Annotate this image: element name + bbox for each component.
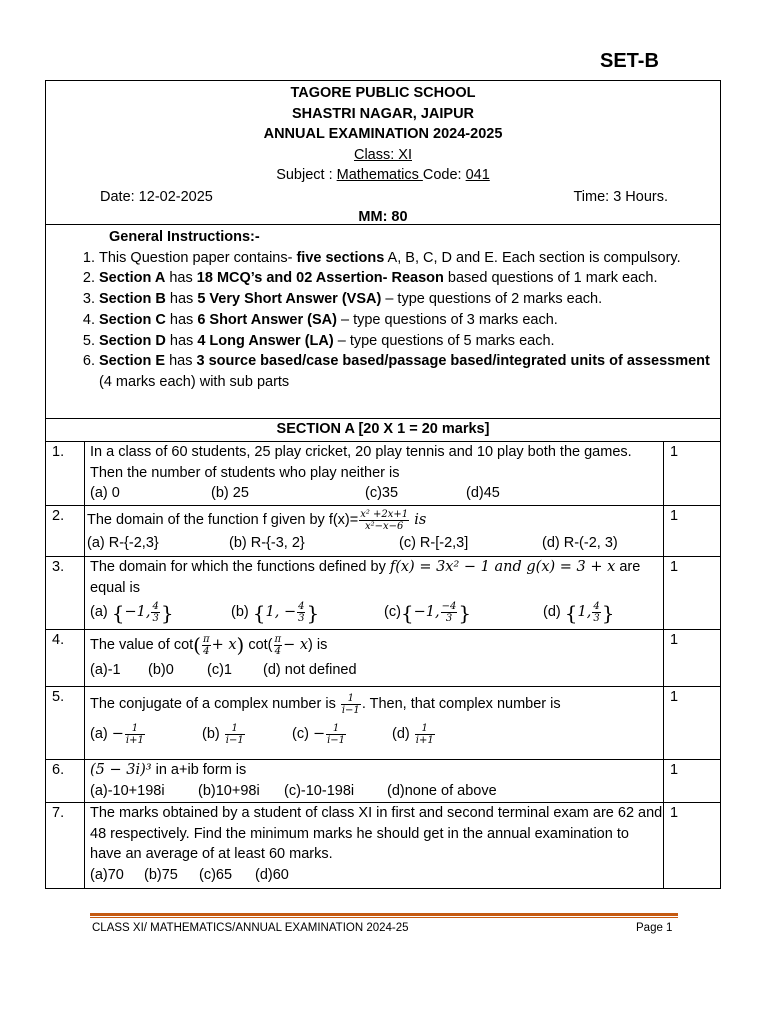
question-row (46, 760, 720, 803)
option-b: (b)10+98i (198, 782, 260, 799)
question-text-line: The conjugate of a complex number is $\frac{1}{i-1}$ . Then, that complex number is (90, 692, 561, 716)
question-number: 2. (46, 506, 85, 556)
option-d: (d) not defined (263, 662, 357, 679)
option-d: (d) R-(-2, 3) (542, 535, 618, 551)
question-tail: are equal is (90, 559, 641, 596)
option-b: (b) $\frac{1}{i-1}$ (202, 722, 244, 746)
option-a: (a)70 (90, 867, 124, 884)
subject-code: 041 (465, 167, 490, 183)
school-address: SHASTRI NAGAR, JAIPUR (291, 105, 475, 122)
fraction: $\frac{\text{x² +2x+1}}{\text{x²−x−6}}$ (360, 508, 409, 532)
instructions-title: General Instructions:- (109, 229, 260, 245)
subject-name: Mathematics (336, 167, 423, 183)
question-text-block (85, 557, 664, 629)
question-text: The domain of the function f given by f(x)= (87, 512, 359, 528)
question-row (46, 803, 720, 888)
instruction-item: 1. This Question paper contains- five sections A, B, C, D and E. Each section is compulsory. (99, 248, 720, 269)
option-a: (a)-1 (90, 662, 121, 679)
question-paper (45, 80, 721, 889)
option-d: (d)60 (255, 867, 289, 884)
instruction-item: 4. Section C has 6 Short Answer (SA) – type questions of 3 marks each. (99, 310, 720, 331)
question-marks: 1 (670, 508, 679, 524)
question-row (46, 687, 720, 760)
question-tail: is (414, 512, 427, 528)
instruction-item: 6. Section E has 3 source based/case based/passage based/integrated units of assessment (4 marks each) with sub parts (99, 351, 720, 392)
option-b: (b)75 (144, 867, 178, 884)
options (90, 483, 663, 504)
question-row (46, 442, 720, 506)
question-text-line (90, 760, 663, 781)
question-marks: 1 (670, 762, 679, 778)
question-marks: 1 (670, 689, 679, 705)
option-c: (c) − $\frac{1}{i-1}$ (292, 722, 346, 746)
options (90, 598, 663, 626)
instruction-item: 2. Section A has 18 MCQ’s and 02 Assertion- Reason based questions of 1 mark each. (99, 268, 720, 289)
option-d: (d)45 (466, 485, 500, 502)
options (90, 660, 663, 680)
question-marks: 1 (670, 444, 679, 460)
footer-rule-thin (90, 917, 678, 918)
instruction-item: 3. Section B has 5 Very Short Answer (VSA) – type questions of 2 marks each. (99, 289, 720, 310)
option-d: (d) {1, $\frac{4}{3}$ } (543, 600, 615, 625)
exam-title: ANNUAL EXAMINATION 2024-2025 (263, 126, 503, 142)
options (90, 719, 663, 749)
question-number: 6. (46, 760, 85, 802)
question-text-block (85, 506, 664, 556)
option-c: (c)35 (365, 485, 399, 502)
question-text-line (87, 506, 663, 534)
question-number: 3. (46, 557, 85, 629)
question-text: in a+ib form is (151, 762, 247, 778)
question-text-block (85, 687, 664, 759)
footer-text: CLASS XI/ MATHEMATICS/ANNUAL EXAMINATION 2024-25 (92, 922, 409, 934)
section-a-heading: SECTION A [20 X 1 = 20 marks] (46, 419, 720, 442)
option-a: (a) − $\frac{1}{i+1}$ (90, 722, 144, 746)
question-text: In a class of 60 students, 25 play cricket, 20 play tennis and 10 play both the games. Then the number of students who play neither is (90, 444, 632, 481)
question-math: f(x) = 3x² − 1 and g(x) = 3 + x (389, 559, 616, 575)
question-marks: 1 (670, 632, 679, 648)
question-text: The conjugate of a complex number is (90, 696, 336, 712)
question-row (46, 630, 720, 687)
question-text-block (85, 803, 664, 888)
question-text: The domain for which the functions defined by (90, 559, 386, 575)
option-c: (c)-10-198i (284, 782, 355, 799)
options (90, 781, 663, 802)
option-a: (a) {−1, $\frac{4}{3}$ } (90, 600, 174, 625)
question-text-block (85, 630, 664, 686)
code-prefix: Code: (422, 167, 466, 183)
option-c: (c){−1, $\frac{-4}{3}$ } (384, 600, 472, 625)
question-row (46, 506, 720, 557)
options (90, 865, 663, 886)
question-number: 4. (46, 630, 85, 686)
question-number: 5. (46, 687, 85, 759)
option-d: (d) $\frac{1}{i+1}$ (392, 722, 434, 746)
school-name: TAGORE PUBLIC SCHOOL (290, 85, 476, 101)
class-label: Class: XI (353, 146, 412, 163)
option-b: (b) {1, − $\frac{4}{3}$ } (231, 600, 320, 625)
question-marks: 1 (670, 805, 679, 821)
question-number: 1. (46, 442, 85, 505)
question-text-line (90, 557, 663, 598)
subject-line (46, 165, 720, 186)
option-b: (b) R-{-3, 2} (229, 535, 305, 551)
question-number: 7. (46, 803, 85, 888)
set-label: SET-B (600, 50, 659, 72)
option-b: (b)0 (148, 662, 174, 679)
option-a: (a) 0 (90, 485, 120, 502)
exam-time: Time: 3 Hours. (573, 189, 668, 205)
question-text-block (85, 442, 664, 505)
question-text-block (85, 760, 664, 802)
option-c: (c) R-[-2,3] (399, 535, 469, 551)
option-a: (a) R-{-2,3} (87, 535, 159, 551)
question-text: The marks obtained by a student of class XI in first and second terminal exam are 62 and 48 respectively. Find the minimum marks he should get in the annual examination to have an average of at least 60 marks. (90, 805, 663, 863)
paper-header (46, 81, 720, 225)
option-b: (b) 25 (211, 485, 249, 502)
instructions-list (46, 248, 720, 393)
option-d: (d)none of above (387, 782, 497, 799)
question-marks: 1 (670, 559, 679, 575)
max-marks: MM: 80 (358, 209, 408, 225)
footer-rule (90, 913, 678, 916)
page-number: Page 1 (636, 922, 673, 934)
option-c: (c)1 (207, 662, 232, 679)
option-a: (a)-10+198i (90, 782, 165, 799)
instruction-item: 5. Section D has 4 Long Answer (LA) – type questions of 5 marks each. (99, 331, 720, 352)
general-instructions (46, 225, 720, 419)
option-c: (c)65 (199, 867, 233, 884)
class-line (46, 145, 720, 166)
question-row (46, 557, 720, 630)
subject-prefix: Subject : (276, 167, 337, 183)
question-text: The value of cot (90, 637, 194, 653)
question-math: (5 − 3i)³ (90, 762, 152, 778)
options (87, 534, 663, 552)
exam-date: Date: 12-02-2025 (100, 189, 213, 205)
question-text-line: The value of cot( $\frac{\pi}{4}$ + x) cot( $\frac{\pi}{4}$ − x) is (90, 633, 328, 658)
